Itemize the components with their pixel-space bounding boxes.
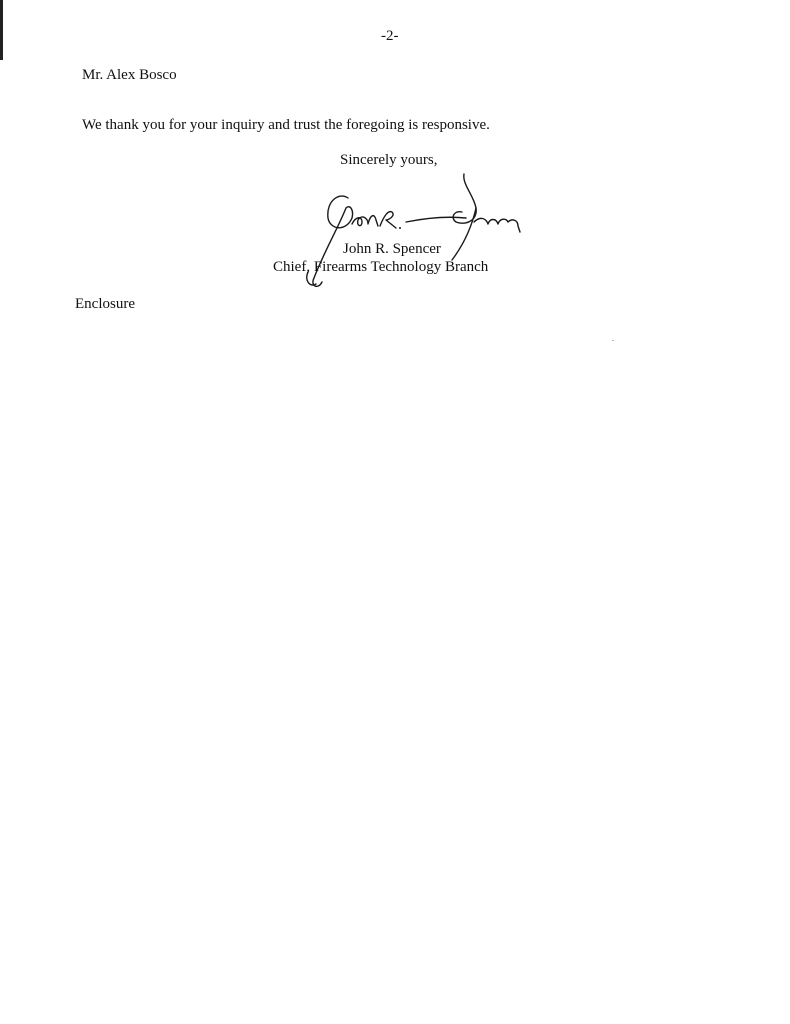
body-paragraph: We thank you for your inquiry and trust the foregoing is responsive. (82, 117, 490, 133)
closing-salutation: Sincerely yours, (340, 152, 438, 168)
signer-name: John R. Spencer (343, 241, 441, 257)
scan-speck (612, 340, 614, 341)
recipient-line: Mr. Alex Bosco (82, 67, 177, 83)
page-number: -2- (381, 28, 399, 44)
signer-title: Chief, Firearms Technology Branch (273, 259, 489, 275)
scan-edge-mark (0, 0, 3, 60)
enclosure-note: Enclosure (75, 296, 135, 312)
